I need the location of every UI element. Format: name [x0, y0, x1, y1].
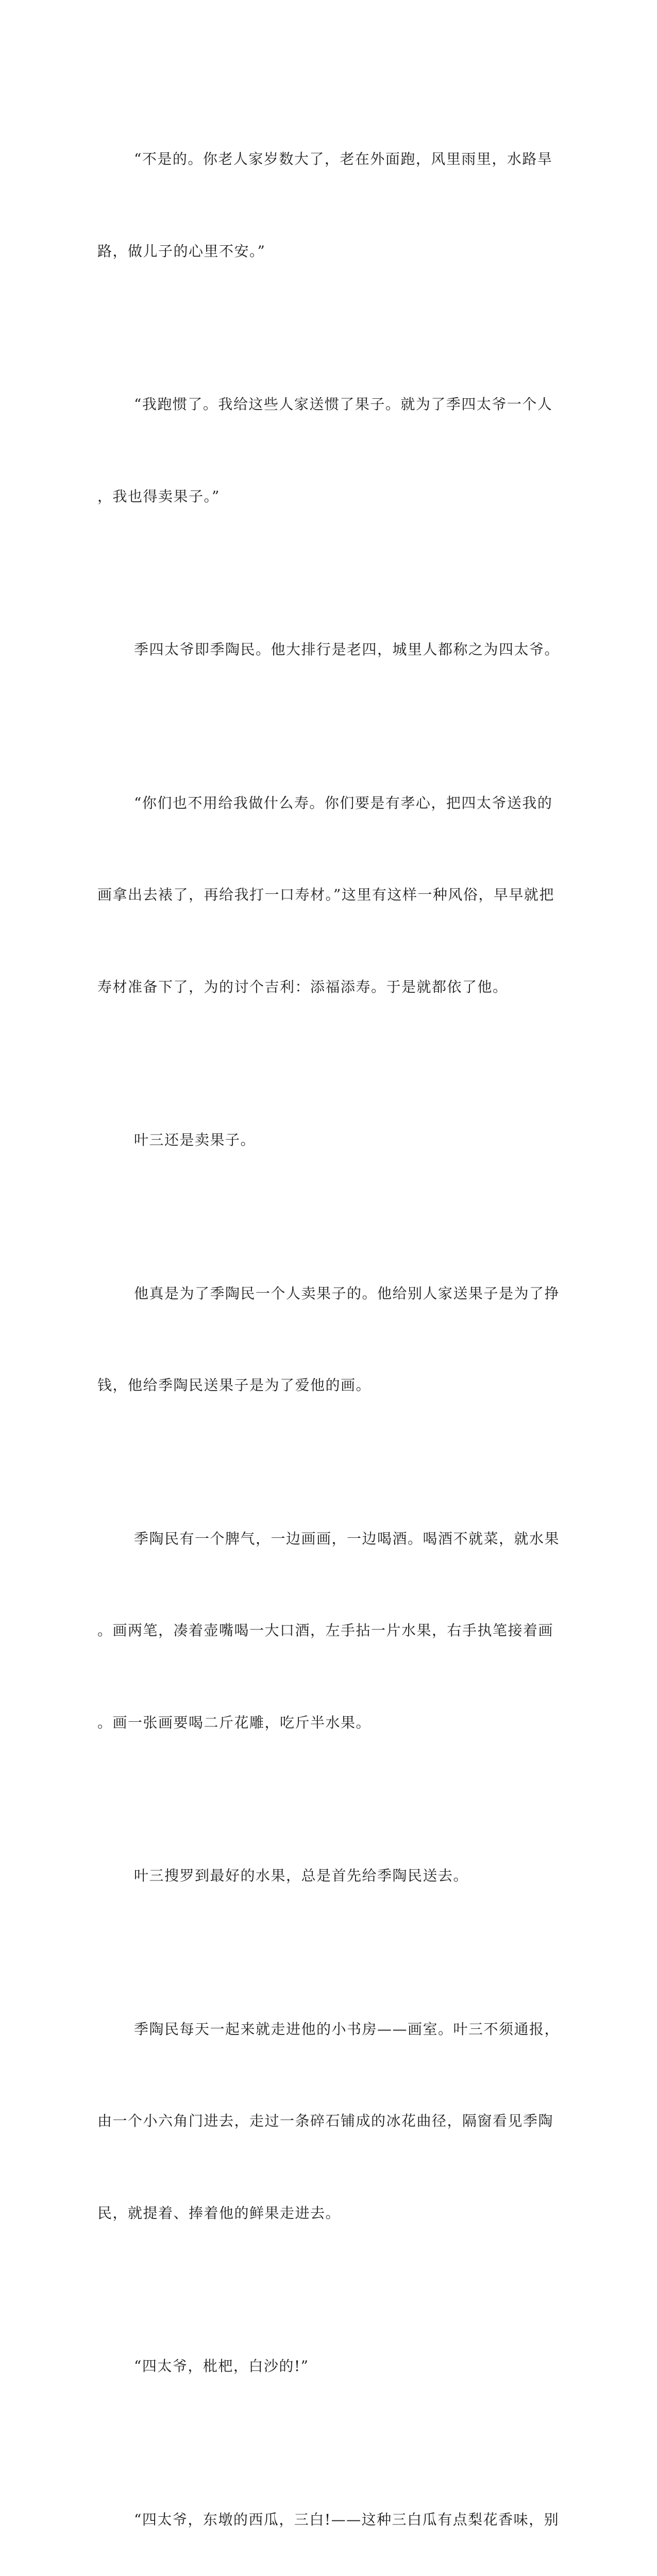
- text-line: 寿材准备下了，为的讨个吉利：添福添寿。于是就都依了他。: [97, 972, 561, 1003]
- text-line: 季陶民每天一起来就走进他的小书房——画室。叶三不须通报，: [97, 2014, 561, 2045]
- text-line: “你们也不用给我做什么寿。你们要是有孝心，把四太爷送我的: [97, 788, 561, 819]
- paragraph: [97, 1462, 561, 1800]
- text-line: 。画一张画要喝二斤花雕，吃斤半水果。: [97, 1707, 561, 1738]
- text-line: 钱，他给季陶民送果子是为了爱他的画。: [97, 1370, 561, 1401]
- text-line: “四太爷，东墩的西瓜，三白!——这种三白瓜有点梨花香味，别: [97, 2504, 561, 2535]
- text-line: “不是的。你老人家岁数大了，老在外面跑，风里雨里，水路旱: [97, 144, 561, 175]
- text-line: 画拿出去裱了，再给我打一口寿材。”这里有这样一种风俗，早早就把: [97, 879, 561, 910]
- paragraph: [97, 82, 561, 328]
- body-text: [97, 82, 561, 2576]
- text-line: 季四太爷即季陶民。他大排行是老四，城里人都称之为四太爷。: [97, 634, 561, 665]
- paragraph: [97, 1217, 561, 1462]
- text-line: 他真是为了季陶民一个人卖果子的。他给别人家送果子是为了挣: [97, 1278, 561, 1309]
- paragraph: [97, 1953, 561, 2290]
- text-line: 。画两笔，凑着壶嘴喝一大口酒，左手拈一片水果，右手执笔接着画: [97, 1615, 561, 1646]
- paragraph: [97, 2290, 561, 2443]
- text-line: 季陶民有一个脾气，一边画画，一边喝酒。喝酒不就菜，就水果: [97, 1523, 561, 1554]
- paragraph: [97, 726, 561, 1064]
- text-line: 叶三还是卖果子。: [97, 1125, 561, 1156]
- text-line: 由一个小六角门进去，走过一条碎石铺成的冰花曲径，隔窗看见季陶: [97, 2106, 561, 2137]
- text-line: ，我也得卖果子。”: [97, 481, 561, 512]
- text-line: “我跑惯了。我给这些人家送惯了果子。就为了季四太爷一个人: [97, 389, 561, 420]
- paragraph: [97, 573, 561, 726]
- text-line: “四太爷，枇杷，白沙的!”: [97, 2351, 561, 2382]
- text-line: 路，做儿子的心里不安。”: [97, 236, 561, 267]
- text-line: 民，就提着、捧着他的鲜果走进去。: [97, 2198, 561, 2229]
- text-line: 叶三搜罗到最好的水果，总是首先给季陶民送去。: [97, 1860, 561, 1891]
- document-page: [0, 0, 657, 850]
- paragraph: [97, 328, 561, 573]
- paragraph: [97, 2443, 561, 2576]
- paragraph: [97, 1799, 561, 1953]
- paragraph: [97, 1063, 561, 1217]
